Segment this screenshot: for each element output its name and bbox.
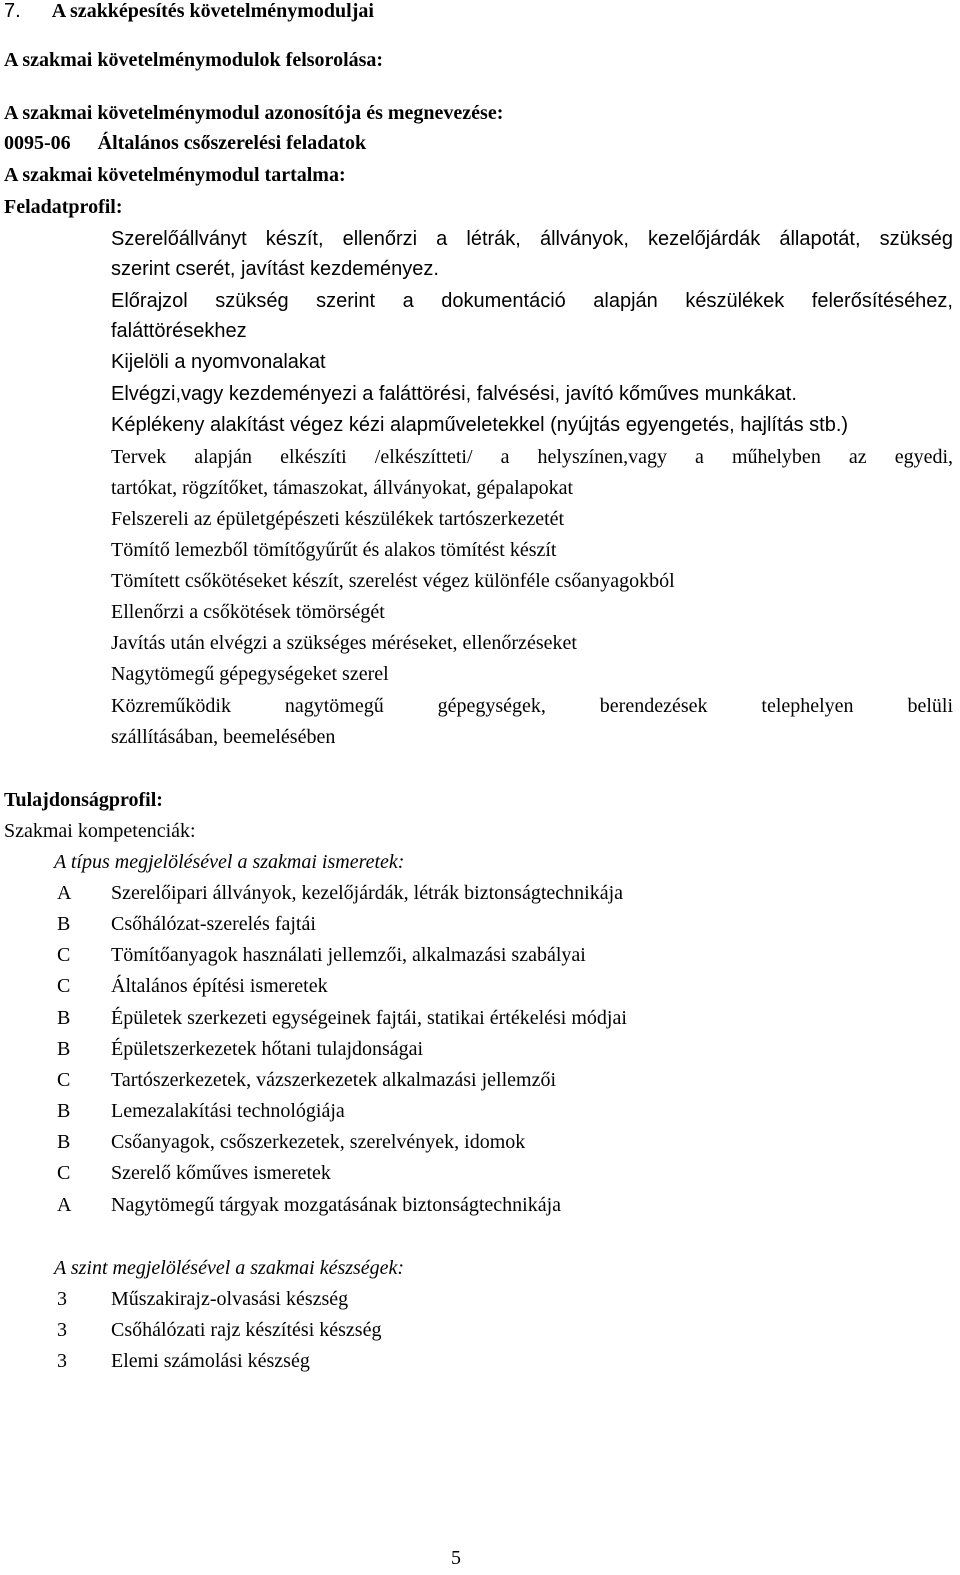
knowledge-text: Épületek szerkezeti egységeinek fajtái, statikai értékelési módjai (111, 1007, 627, 1029)
knowledge-text: Lemezalakítási technológiája (111, 1100, 345, 1122)
section-title: A szakképesítés követelménymoduljai (51, 0, 374, 22)
task-item: Közreműködik nagytömegű gépegységek, berendezések telephelyen belüli (111, 695, 953, 717)
task-item: Szerelőállványt készít, ellenőrzi a létrák, állványok, kezelőjárdák állapotát, szükség (111, 228, 953, 250)
knowledge-text: Csőanyagok, csőszerkezetek, szerelvények, idomok (111, 1131, 526, 1153)
knowledge-text: Épületszerkezetek hőtani tulajdonságai (111, 1038, 424, 1060)
task-item-continuation: faláttörésekhez (111, 320, 247, 342)
task-item: Előrajzol szükség szerint a dokumentáció alapján készülékek felerősítéséhez, (111, 290, 953, 312)
knowledge-text: Tömítőanyagok használati jellemzői, alkalmazási szabályai (111, 944, 586, 966)
task-item-continuation: szállításában, beemelésében (111, 726, 336, 748)
skill-level: 3 (57, 1350, 67, 1372)
knowledge-type: B (57, 1007, 71, 1029)
knowledge-type: C (57, 1162, 71, 1184)
task-item: Tömítő lemezből tömítőgyűrűt és alakos tömítést készít (111, 539, 557, 561)
skill-level: 3 (57, 1319, 67, 1341)
knowledge-text: Általános építési ismeretek (111, 975, 328, 997)
knowledge-text: Szerelő kőműves ismeretek (111, 1162, 331, 1184)
knowledge-text: Szerelőipari állványok, kezelőjárdák, létrák biztonságtechnikája (111, 882, 624, 904)
feladatprofil-label: Feladatprofil: (4, 196, 123, 218)
knowledge-text: Nagytömegű tárgyak mozgatásának biztonságtechnikája (111, 1194, 562, 1216)
knowledge-type: B (57, 1038, 71, 1060)
knowledge-text: Csőhálózat-szerelés fajtái (111, 913, 316, 935)
competencies-label: Szakmai kompetenciák: (4, 820, 196, 842)
knowledge-type: C (57, 1069, 71, 1091)
tulajdonsagprofil-label: Tulajdonságprofil: (4, 789, 163, 811)
module-code-name (4, 131, 366, 155)
knowledge-type: C (57, 944, 71, 966)
module-name: Általános csőszerelési feladatok (97, 132, 367, 154)
knowledge-type: C (57, 975, 71, 997)
task-item: Tömített csőkötéseket készít, szerelést végez különféle csőanyagokból (111, 570, 675, 592)
task-item: Nagytömegű gépegységeket szerel (111, 663, 389, 685)
knowledge-text: Tartószerkezetek, vázszerkezetek alkalmazási jellemzői (111, 1069, 556, 1091)
page-number: 5 (451, 1547, 461, 1569)
knowledge-type: B (57, 913, 71, 935)
knowledge-type: B (57, 1131, 71, 1153)
task-item: Tervek alapján elkészíti /elkészítteti/ a helyszínen,vagy a műhelyben az egyedi, (111, 446, 953, 468)
task-item: Ellenőrzi a csőkötések tömörségét (111, 601, 385, 623)
skill-text: Műszakirajz-olvasási készség (111, 1288, 349, 1310)
skill-level: 3 (57, 1288, 67, 1310)
skill-text: Csőhálózati rajz készítési készség (111, 1319, 382, 1341)
knowledge-type: B (57, 1100, 71, 1122)
task-item-continuation: szerint cserét, javítást kezdeményez. (111, 258, 439, 280)
skills-label: A szint megjelölésével a szakmai készségek: (54, 1257, 405, 1279)
task-item: Javítás után elvégzi a szükséges méréseket, ellenőrzéseket (111, 632, 577, 654)
section-heading (4, 0, 374, 23)
module-id-label: A szakmai követelménymodul azonosítója és megnevezése: (4, 102, 504, 124)
task-item: Kijelöli a nyomvonalakat (111, 351, 326, 373)
task-item: Képlékeny alakítást végez kézi alapműveletekkel (nyújtás egyengetés, hajlítás stb.) (111, 414, 849, 436)
section-number: 7. (4, 0, 21, 22)
knowledge-label: A típus megjelölésével a szakmai ismeretek: (54, 851, 405, 873)
task-item-continuation: tartókat, rögzítőket, támaszokat, állványokat, gépalapokat (111, 477, 574, 499)
module-list-title: A szakmai követelménymodulok felsorolása: (4, 49, 384, 71)
task-item: Elvégzi,vagy kezdeményezi a faláttörési, falvésési, javító kőműves munkákat. (111, 383, 797, 405)
module-code: 0095-06 (4, 132, 71, 154)
knowledge-type: A (57, 1194, 72, 1216)
skill-text: Elemi számolási készség (111, 1350, 310, 1372)
module-content-label: A szakmai követelménymodul tartalma: (4, 164, 346, 186)
knowledge-type: A (57, 882, 72, 904)
task-item: Felszereli az épületgépészeti készülékek tartószerkezetét (111, 508, 565, 530)
